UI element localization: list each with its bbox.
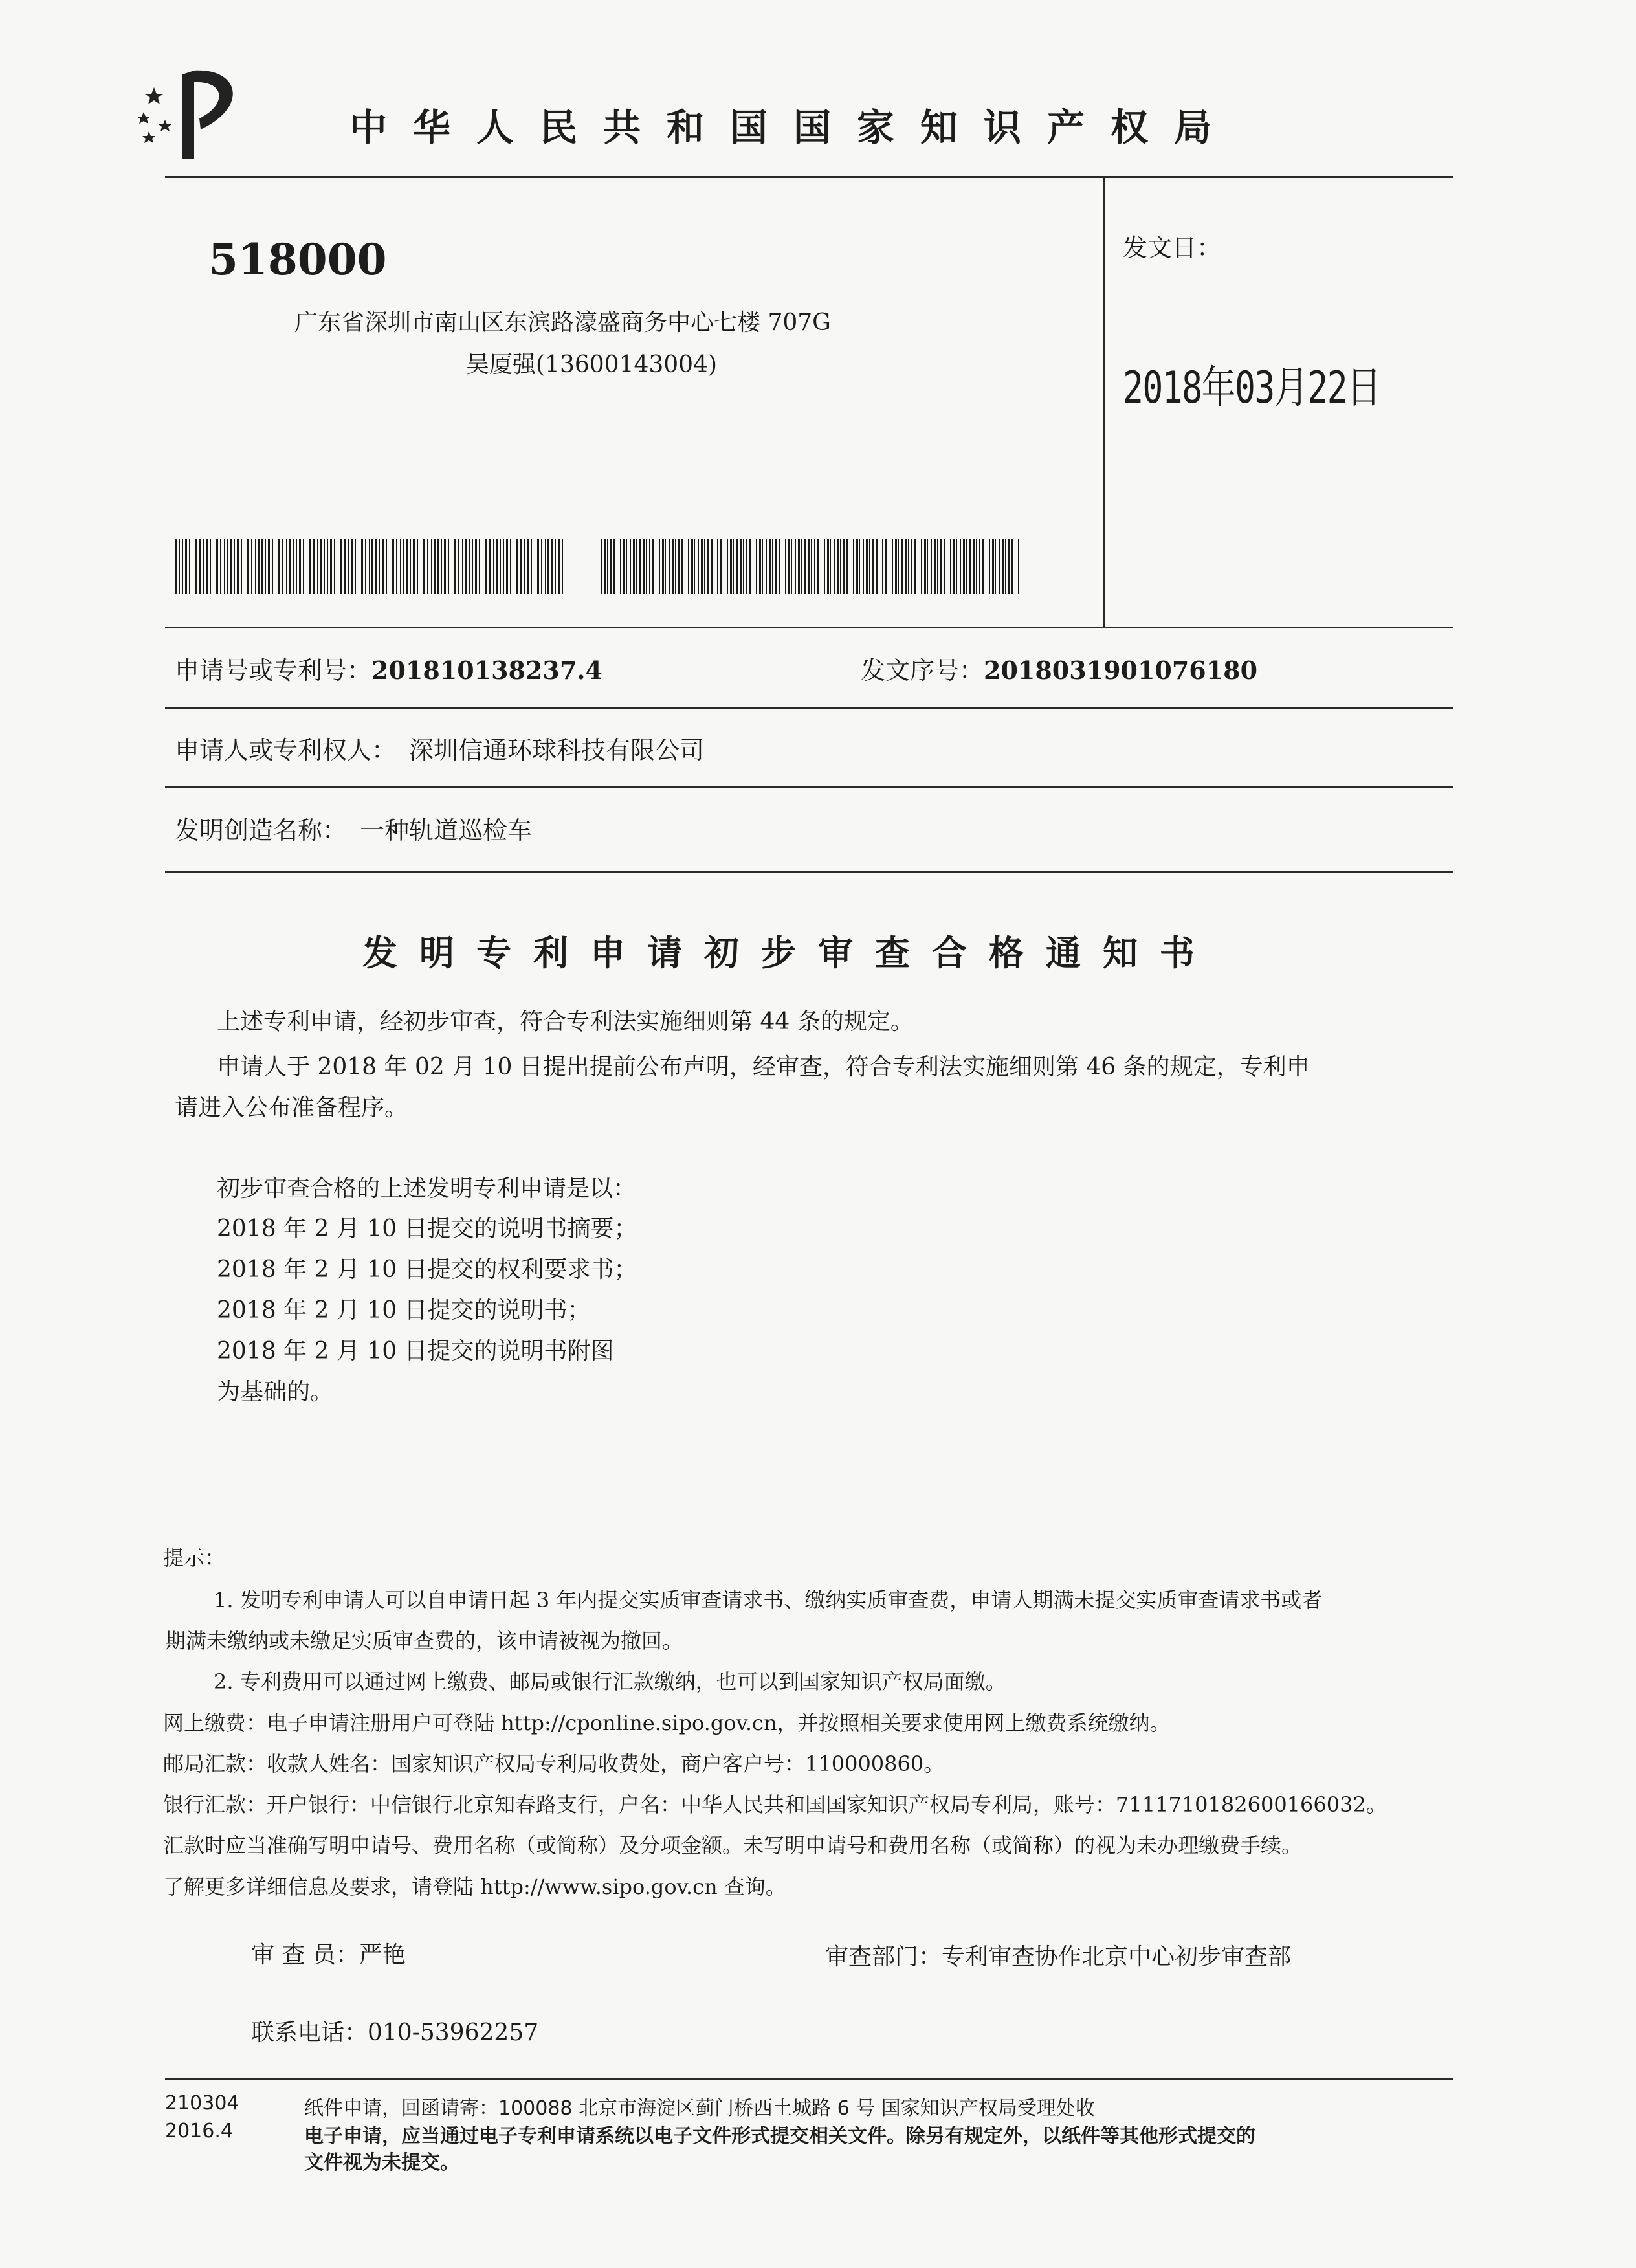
form-code: 210304 [165,2092,239,2115]
application-number-label: 申请号或专利号： [175,656,372,685]
basis-item: 2018 年 2 月 10 日提交的说明书附图 [217,1338,614,1364]
hint-1b: 期满未缴纳或未缴足实质审查费的，该申请被视为撤回。 [165,1629,683,1653]
invention-label: 发明创造名称： [175,816,348,845]
body-paragraph-2a: 申请人于 2018 年 02 月 10 日提出提前公布声明，经审查，符合专利法实施细则第 46 条的规定，专利申 [217,1054,1310,1080]
bank-remittance: 银行汇款：开户银行：中信银行北京知春路支行，户名：中华人民共和国国家知识产权局专利局，账号：7111710182600166032。 [163,1792,1387,1817]
issue-date-label: 发文日： [1123,234,1222,262]
applicant-row [175,730,704,766]
footer-electronic-submission: 电子申请，应当通过电子专利申请系统以电子文件形式提交相关文件。除另有规定外，以纸件等其他形式提交的 [304,2125,1255,2148]
remittance-note: 汇款时应当准确写明申请号、费用名称（或简称）及分项金额。未写明申请号和费用名称（或简称）的视为未办理缴费手续。 [163,1833,1303,1858]
issue-date-value: 2018年03月22日 [1123,362,1380,414]
row-divider [165,871,1453,873]
document-number-row [861,650,1257,686]
star-icon [137,112,150,124]
contact-phone: 联系电话：010-53962257 [251,2019,539,2046]
applicant-value: 深圳信通环球科技有限公司 [409,736,705,764]
more-info: 了解更多详细信息及要求，请登陆 http://www.sipo.gov.cn 查询。 [163,1874,786,1899]
star-icon [142,131,155,143]
hints-label: 提示： [163,1546,226,1570]
hint-1a: 1. 发明专利申请人可以自申请日起 3 年内提交实质审查请求书、缴纳实质审查费，申请人期满未提交实质审查请求书或者 [214,1588,1323,1612]
postal-remittance: 邮局汇款：收款人姓名：国家知识产权局专利局收费处，商户客户号：110000860。 [163,1751,945,1776]
row-divider [165,707,1453,709]
postal-code: 518000 [208,234,387,285]
examination-department: 审查部门：专利审查协作北京中心初步审查部 [825,1944,1292,1970]
basis-item: 2018 年 2 月 10 日提交的权利要求书； [217,1256,637,1283]
star-icon [145,87,163,104]
footer-divider [165,2078,1453,2080]
invention-value: 一种轨道巡检车 [360,816,533,845]
basis-end: 为基础的。 [217,1379,334,1405]
sipo-logo [129,61,259,165]
application-number-row [175,650,602,686]
barcode-right [601,539,1020,594]
barcode-left [175,539,563,594]
body-paragraph-1: 上述专利申请，经初步审查，符合专利法实施细则第 44 条的规定。 [217,1008,914,1035]
hint-2: 2. 专利费用可以通过网上缴费、邮局或银行汇款缴纳，也可以到国家知识产权局面缴。 [214,1669,1006,1694]
examiner: 审 查 员：严艳 [251,1942,406,1968]
recipient-name: 吴厦强(13600143004) [466,351,718,378]
star-icon [159,120,171,131]
recipient-address: 广东省深圳市南山区东滨路濠盛商务中心七楼 707G [294,309,831,336]
date-column-divider [1103,176,1105,628]
address-divider [165,627,1453,628]
document-number-label: 发文序号： [861,656,984,685]
online-payment: 网上缴费：电子申请注册用户可登陆 http://cponline.sipo.gov.cn，并按照相关要求使用网上缴费系统缴纳。 [163,1711,1171,1735]
application-number-value: 201810138237.4 [371,656,602,685]
header-divider [165,176,1453,178]
row-divider [165,786,1453,788]
basis-intro: 初步审查合格的上述发明专利申请是以： [217,1175,637,1202]
basis-item: 2018 年 2 月 10 日提交的说明书摘要； [217,1216,637,1242]
applicant-label: 申请人或专利权人： [175,736,397,764]
document-number-value: 2018031901076180 [984,656,1258,685]
invention-row [175,810,532,846]
body-paragraph-2b: 请进入公布准备程序。 [175,1095,408,1121]
basis-item: 2018 年 2 月 10 日提交的说明书； [217,1297,591,1324]
agency-name: 中华人民共和国国家知识产权局 [349,106,1238,150]
footer-paper-submission: 纸件申请，回函请寄：100088 北京市海淀区蓟门桥西土城路 6 号 国家知识产权局受理处收 [304,2097,1095,2120]
notice-title: 发明专利申请初步审查合格通知书 [362,933,1217,973]
form-version: 2016.4 [165,2120,233,2142]
footer-electronic-submission-end: 文件视为未提交。 [304,2151,459,2174]
